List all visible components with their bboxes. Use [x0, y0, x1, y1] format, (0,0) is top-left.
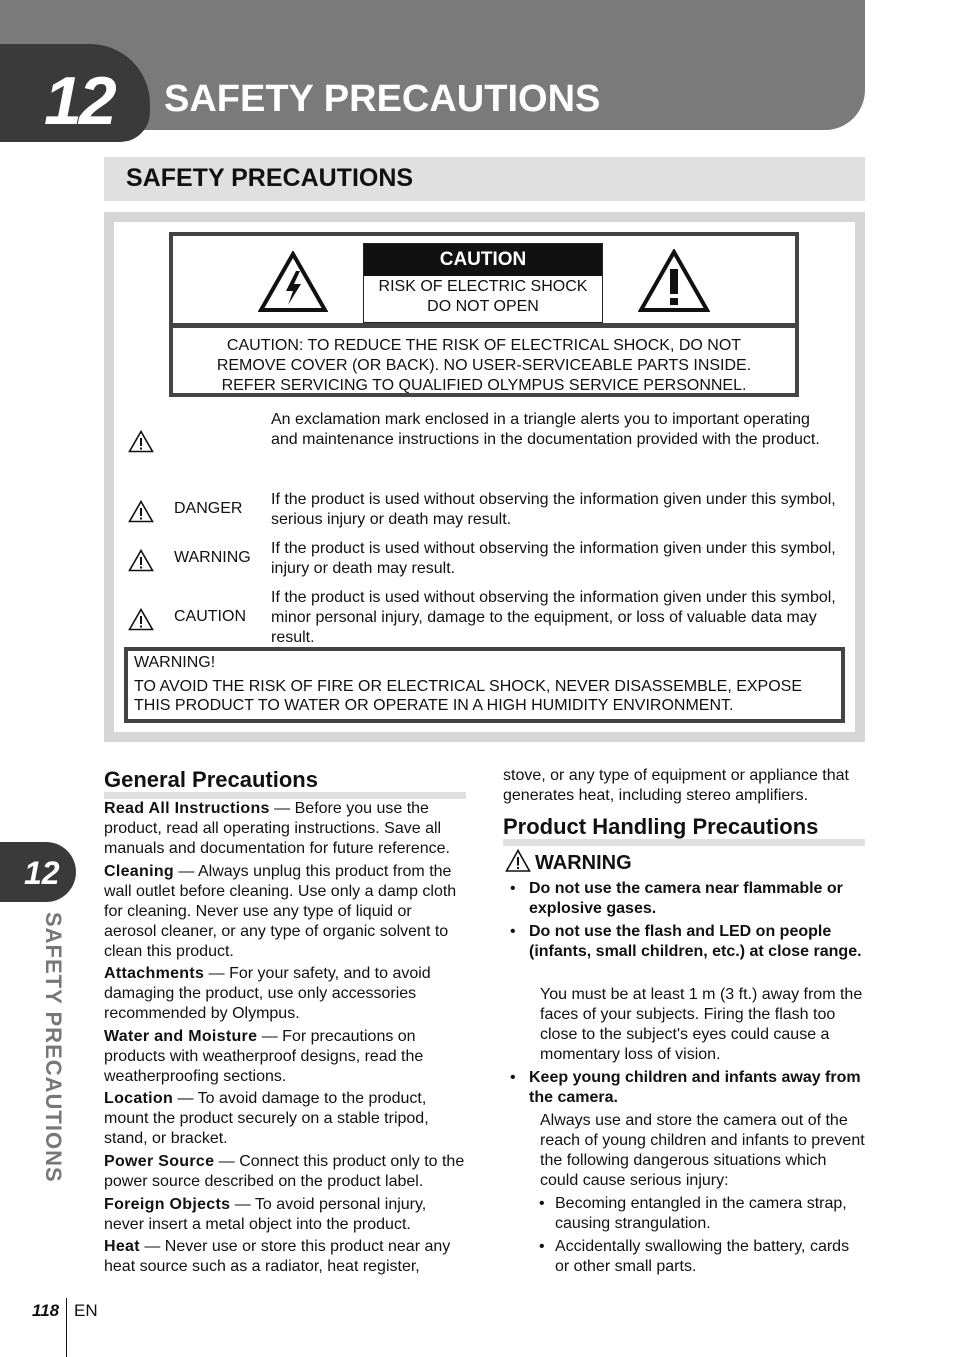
warning-box [124, 647, 845, 723]
page-number: 118 [32, 1301, 60, 1320]
caution-label-line1: RISK OF ELECTRIC SHOCK [378, 278, 588, 295]
caution-panel [104, 212, 865, 742]
caution-label-line2: DO NOT OPEN [427, 298, 539, 315]
general-item [104, 1089, 466, 1149]
general-item [104, 1195, 466, 1235]
warning-subheading: WARNING [535, 852, 632, 874]
symbol-name: WARNING [174, 549, 251, 566]
sub-bullet-swallow: Accidentally swallowing the battery, cards or other small parts. [555, 1238, 850, 1275]
item-term: Heat [104, 1238, 140, 1255]
caution-panel-inner [114, 222, 855, 732]
item-text: — Connect this product only to the power source described on the product label. [104, 1153, 465, 1190]
general-item [104, 1027, 466, 1087]
symbol-description: If the product is used without observing the information given under this symbol, serious injury or death may result. [271, 491, 836, 528]
general-item [104, 1152, 466, 1192]
warning-triangle-icon [505, 849, 531, 873]
general-item [104, 1237, 466, 1277]
sub-bullet-strap: Becoming entangled in the camera strap, causing strangulation. [555, 1195, 847, 1232]
warning-triangle-icon [128, 549, 154, 572]
item-term: Attachments [104, 965, 205, 982]
item-text: — For your safety, and to avoid damaging the product, use only accessories recommended by Olympus. [104, 965, 431, 1022]
exclamation-triangle-icon [128, 430, 154, 453]
item-text: — To avoid personal injury, never insert a metal object into the product. [104, 1196, 427, 1233]
item-term: Water and Moisture [104, 1028, 258, 1045]
sub-bullet-dot: • [539, 1238, 545, 1255]
warning-box-title: WARNING! [134, 654, 216, 671]
exclamation-warning-icon [638, 249, 710, 313]
general-precautions-heading: General Precautions [104, 768, 466, 799]
caution-notice-line1: CAUTION: TO REDUCE THE RISK OF ELECTRICAL SHOCK, DO NOT [226, 337, 742, 354]
general-item [104, 799, 466, 859]
caution-label-text [364, 277, 602, 317]
caution-notice-box [169, 324, 799, 397]
item-text: — For precautions on products with weatherproof designs, read the weatherproofing sections. [104, 1028, 424, 1085]
caution-notice-text [173, 336, 795, 396]
continued-text: stove, or any type of equipment or appliance that generates heat, including stereo amplifiers. [503, 767, 849, 804]
bullet-dot: • [510, 880, 516, 897]
bullet-dot: • [510, 923, 516, 940]
footer-divider [66, 1298, 67, 1357]
item-text: — Always unplug this product from the wall outlet before cleaning. Use only a damp cloth for cleaning. Never use any type of liquid or aerosol cleaner, or any type of organic solvent to clean this product. [104, 863, 457, 960]
caution-label-box [169, 232, 799, 327]
item-text: — Before you use the product, read all operating instructions. Save all manuals and documentation for future reference. [104, 800, 450, 857]
item-term: Power Source [104, 1153, 215, 1170]
chapter-title: SAFETY PRECAUTIONS [164, 78, 601, 120]
section-title-bar [104, 157, 865, 201]
bullet-children-text: Always use and store the camera out of the reach of young children and infants to prevent the following dangerous situations which could cause serious injury: [540, 1112, 865, 1189]
symbol-name: CAUTION [174, 608, 246, 625]
caution-notice-line2: REMOVE COVER (OR BACK). NO USER-SERVICEABLE PARTS INSIDE. [216, 357, 752, 374]
bullet-flash: Do not use the flash and LED on people (infants, small children, etc.) at close range. [529, 923, 862, 960]
item-term: Cleaning [104, 863, 174, 880]
bullet-flammable: Do not use the camera near flammable or explosive gases. [529, 880, 843, 917]
bullet-dot: • [510, 1069, 516, 1086]
item-term: Read All Instructions [104, 800, 270, 817]
caution-label-head: CAUTION [364, 244, 602, 276]
product-handling-heading: Product Handling Precautions [503, 815, 865, 846]
language-code: EN [74, 1301, 98, 1320]
item-term: Foreign Objects [104, 1196, 231, 1213]
symbol-description: An exclamation mark enclosed in a triangle alerts you to important operating and maintenance instructions in the documentation provided with the product. [271, 411, 820, 448]
warning-box-text: TO AVOID THE RISK OF FIRE OR ELECTRICAL SHOCK, NEVER DISASSEMBLE, EXPOSE THIS PRODUCT TO WATER OR OPERATE IN A HIGH HUMIDITY ENVIRONMENT. [134, 678, 803, 714]
side-chapter-number: 12 [24, 855, 60, 891]
symbol-description: If the product is used without observing the information given under this symbol, injury or death may result. [271, 540, 836, 577]
electric-shock-warning-icon [258, 251, 328, 313]
caution-label [363, 243, 603, 323]
item-text: — To avoid damage to the product, mount the product securely on a stable tripod, stand, or bracket. [104, 1090, 429, 1147]
general-item [104, 964, 466, 1024]
caution-notice-line3: REFER SERVICING TO QUALIFIED OLYMPUS SERVICE PERSONNEL. [221, 377, 747, 394]
danger-triangle-icon [128, 500, 154, 523]
section-title: SAFETY PRECAUTIONS [126, 164, 414, 192]
item-text: — Never use or store this product near any heat source such as a radiator, heat register, [104, 1238, 451, 1275]
chapter-number: 12 [44, 63, 114, 139]
sub-bullet-dot: • [539, 1195, 545, 1212]
side-chapter-label: SAFETY PRECAUTIONS [41, 912, 66, 1183]
bullet-flash-text: You must be at least 1 m (3 ft.) away from the faces of your subjects. Firing the flash too close to the subject's eyes could cause a momentary loss of vision. [540, 986, 863, 1063]
general-item [104, 862, 466, 962]
item-term: Location [104, 1090, 174, 1107]
caution-triangle-icon [128, 608, 154, 631]
bullet-children: Keep young children and infants away from the camera. [529, 1069, 861, 1106]
symbol-description: If the product is used without observing the information given under this symbol, minor personal injury, damage to the equipment, or loss of valuable data may result. [271, 589, 836, 646]
symbol-name: DANGER [174, 500, 243, 517]
